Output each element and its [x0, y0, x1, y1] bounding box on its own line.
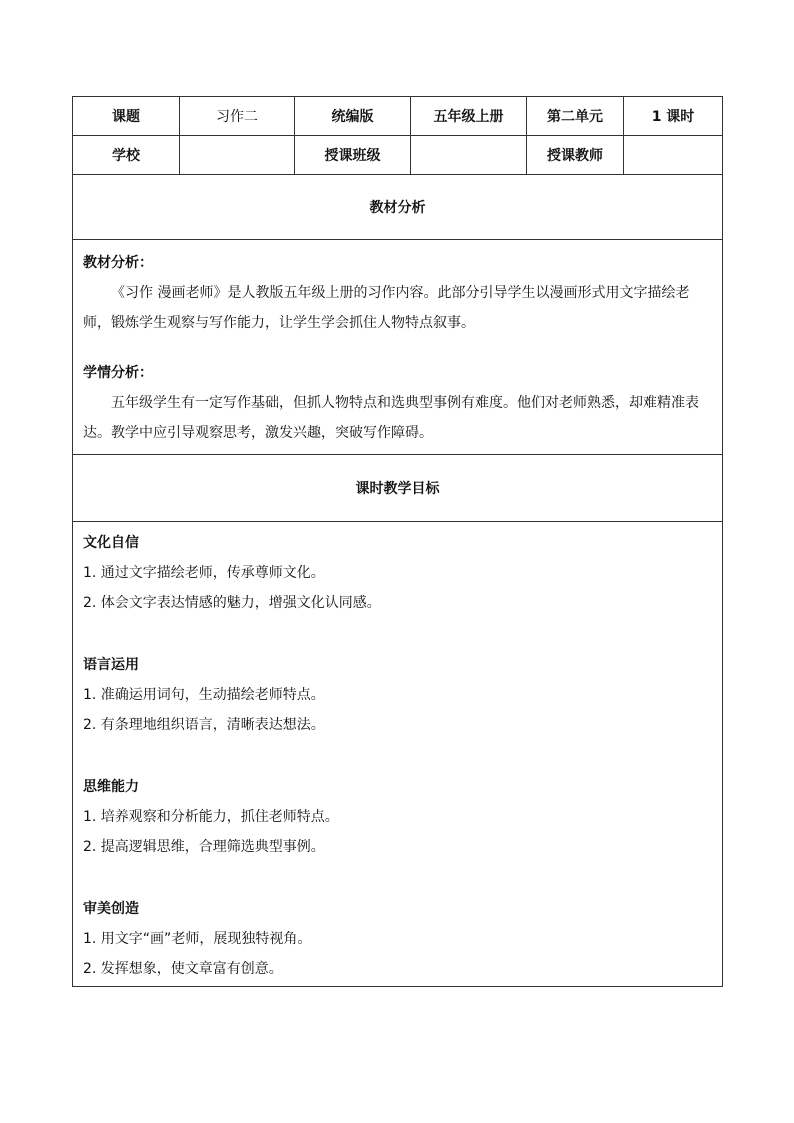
teacher-label: 授课教师: [527, 136, 624, 175]
class-label: 授课班级: [295, 136, 411, 175]
hours-cell: 1 课时: [624, 97, 723, 136]
student-analysis-label: 学情分析：: [83, 365, 153, 381]
course-title-label: 课题: [73, 97, 180, 136]
goal-item: 1. 培养观察和分析能力，抓住老师特点。: [83, 809, 339, 825]
class-value: [411, 136, 527, 175]
header-row-2: [73, 136, 723, 175]
teacher-value: [624, 136, 723, 175]
section-goals-body-row: [73, 522, 723, 987]
spacer: [83, 740, 712, 772]
goal-item: 2. 有条理地组织语言，清晰表达想法。: [83, 717, 325, 733]
section-material-body: [73, 240, 723, 455]
section-material-body-row: [73, 240, 723, 455]
lesson-plan-table: [72, 96, 723, 987]
student-analysis-text: 五年级学生有一定写作基础，但抓人物特点和选典型事例有难度。他们对老师熟悉，却难精准表达。教学中应引导观察思考，激发兴趣，突破写作障碍。: [83, 395, 699, 441]
course-title-value: 习作二: [180, 97, 295, 136]
spacer: [83, 618, 712, 650]
school-value: [180, 136, 295, 175]
spacer: [83, 862, 712, 894]
material-analysis-label: 教材分析：: [83, 255, 153, 271]
section-material-heading-row: [73, 175, 723, 240]
goal-item: 2. 体会文字表达情感的魅力，增强文化认同感。: [83, 595, 381, 611]
goal-title-language: 语言运用: [83, 657, 139, 673]
unit-cell: 第二单元: [527, 97, 624, 136]
grade-volume-cell: 五年级上册: [411, 97, 527, 136]
section-goals-heading: 课时教学目标: [73, 455, 723, 522]
material-analysis-text: 《习作 漫画老师》是人教版五年级上册的习作内容。此部分引导学生以漫画形式用文字描绘老师，锻炼学生观察与写作能力，让学生学会抓住人物特点叙事。: [83, 285, 690, 331]
header-row-1: [73, 97, 723, 136]
goal-title-thinking: 思维能力: [83, 779, 139, 795]
section-goals-heading-row: [73, 455, 723, 522]
goal-item: 1. 通过文字描绘老师，传承尊师文化。: [83, 565, 325, 581]
goal-item: 2. 提高逻辑思维，合理筛选典型事例。: [83, 839, 325, 855]
edition-cell: 统编版: [295, 97, 411, 136]
school-label: 学校: [73, 136, 180, 175]
goal-title-culture: 文化自信: [83, 535, 139, 551]
section-material-heading: 教材分析: [73, 175, 723, 240]
lesson-plan-sheet: [72, 96, 722, 987]
goal-item: 2. 发挥想象，使文章富有创意。: [83, 961, 283, 977]
goal-item: 1. 准确运用词句，生动描绘老师特点。: [83, 687, 325, 703]
spacer: [83, 338, 712, 358]
goal-title-aesthetic: 审美创造: [83, 901, 139, 917]
goal-item: 1. 用文字“画”老师，展现独特视角。: [83, 931, 312, 947]
section-goals-body: [73, 522, 723, 987]
